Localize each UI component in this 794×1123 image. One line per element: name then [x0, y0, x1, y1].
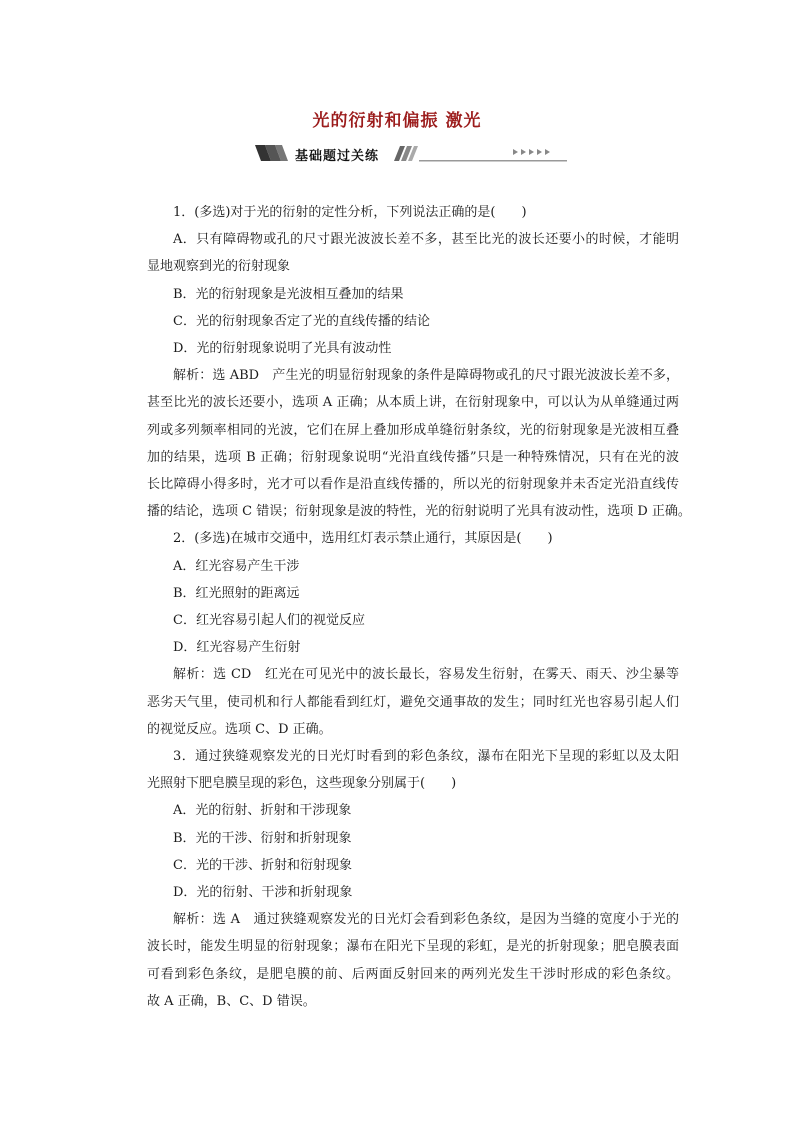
question-1-answer-line5: 长比障碍小得多时，光才可以看作是沿直线传播的，所以光的衍射现象并未否定光沿直线传	[147, 477, 679, 493]
question-2-option-c: C．红光容易引起人们的视觉反应	[173, 613, 365, 629]
question-3-option-a: A．光的衍射、折射和干涉现象	[173, 803, 352, 819]
question-1-answer-line4: 加的结果，选项 B 正确；衍射现象说明“光沿直线传播”只是一种特殊情况，只有在光的波	[147, 449, 679, 465]
question-1-stem: 1．(多选)对于光的衍射的定性分析，下列说法正确的是( )	[173, 205, 527, 220]
question-3-answer-line3: 可看到彩色条纹，是肥皂膜的前、后两面反射回来的两列光发生干涉时形成的彩色条纹。	[147, 966, 679, 982]
question-1-option-a-line1: A．只有障碍物或孔的尺寸跟光波波长差不多，甚至比光的波长还要小的时候，才能明	[173, 232, 679, 248]
question-3-option-b: B．光的干涉、衍射和折射现象	[173, 830, 352, 846]
section-banner	[255, 143, 567, 165]
question-1-option-b: B．光的衍射现象是光波相互叠加的结果	[173, 286, 404, 302]
question-1-answer-line1: 解析：选 ABD 产生光的明显衍射现象的条件是障碍物或孔的尺寸跟光波波长差不多，	[173, 368, 679, 384]
question-3-stem-line2: 光照射下肥皂膜呈现的彩色，这些现象分别属于( )	[147, 776, 457, 792]
question-3-answer-line4: 故 A 正确，B、C、D 错误。	[147, 993, 316, 1009]
questions-body	[147, 199, 691, 1015]
question-2-answer-line3: 的视觉反应。选项 C、D 正确。	[147, 721, 332, 737]
question-1-option-c: C．光的衍射现象否定了光的直线传播的结论	[173, 313, 430, 329]
question-3-stem-line1: 3．通过狭缝观察发光的日光灯时看到的彩色条纹，瀑布在阳光下呈现的彩虹以及太阳	[173, 749, 679, 765]
question-2-answer-line2: 恶劣天气里，使司机和行人都能看到红灯，避免交通事故的发生；同时红光也容易引起人们	[147, 694, 679, 710]
question-1-answer-line3: 列或多列频率相同的光波，它们在屏上叠加形成单缝衍射条纹，光的衍射现象是光波相互叠	[147, 422, 679, 438]
question-3-option-c: C．光的干涉、折射和衍射现象	[173, 857, 352, 873]
question-2-answer-line1: 解析：选 CD 红光在可见光中的波长最长，容易发生衍射，在雾天、雨天、沙尘暴等	[173, 667, 679, 683]
question-3-option-d: D．光的衍射、干涉和折射现象	[173, 885, 353, 901]
question-2-option-b: B．红光照射的距离远	[173, 585, 300, 601]
section-banner-label: 基础题过关练	[295, 149, 380, 164]
question-1-answer-line6: 播的结论，选项 C 错误；衍射现象是波的特性，光的衍射说明了光具有波动性，选项 D 正确。	[147, 504, 691, 520]
question-2-option-d: D．红光容易产生衍射	[173, 640, 301, 656]
question-1-option-d: D．光的衍射现象说明了光具有波动性	[173, 341, 392, 357]
question-2-stem: 2．(多选)在城市交通中，选用红灯表示禁止通行，其原因是( )	[173, 531, 553, 547]
page-title: 光的衍射和偏振 激光	[312, 111, 482, 131]
question-3-answer-line2: 波长时，能发生明显的衍射现象；瀑布在阳光下呈现的彩虹，是光的折射现象；肥皂膜表面	[147, 939, 679, 955]
question-1-option-a-line2: 显地观察到光的衍射现象	[147, 259, 291, 275]
question-1-answer-line2: 甚至比光的波长还要小，选项 A 正确；从本质上讲，在衍射现象中，可以认为从单缝通过两	[147, 395, 679, 411]
question-2-option-a: A．红光容易产生干涉	[173, 558, 300, 574]
question-3-answer-line1: 解析：选 A 通过狭缝观察发光的日光灯会看到彩色条纹，是因为当缝的宽度小于光的	[173, 912, 679, 928]
